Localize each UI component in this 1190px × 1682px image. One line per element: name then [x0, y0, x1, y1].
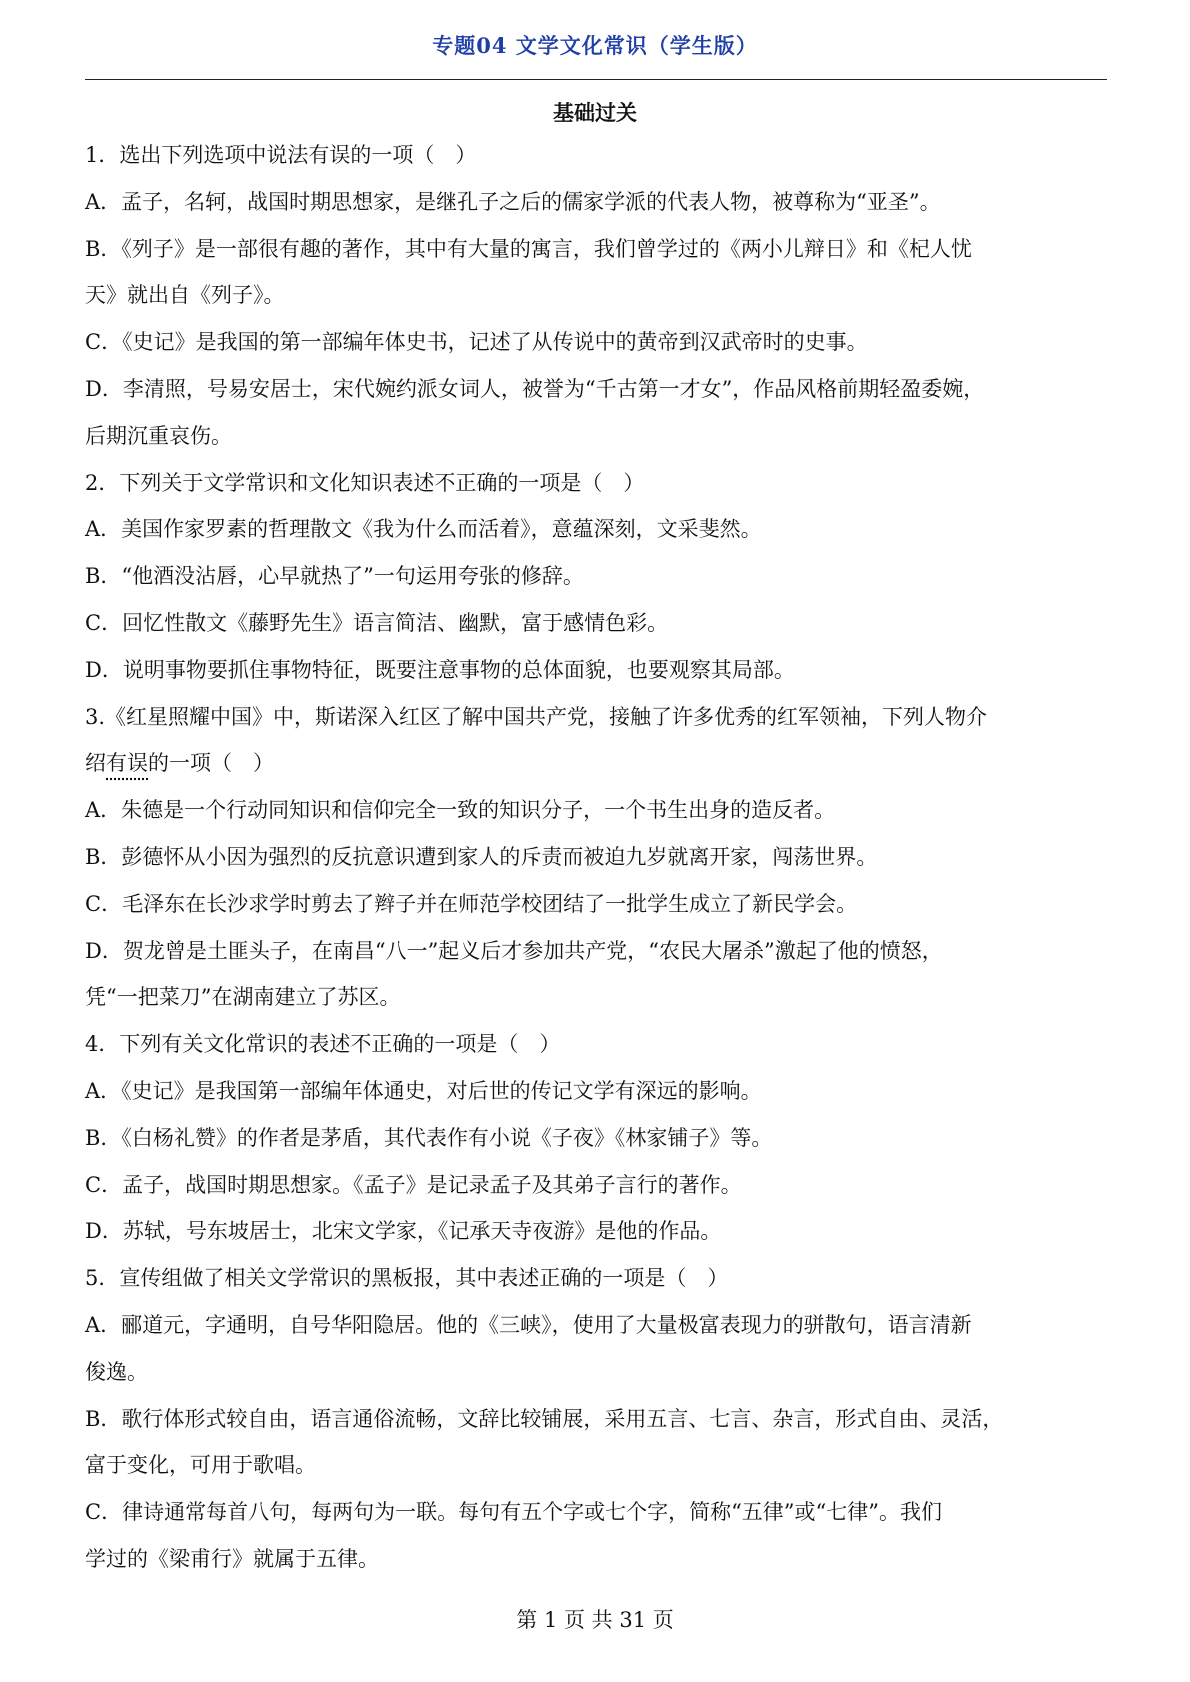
question-1-option-d: D．李清照，号易安居士，宋代婉约派女词人，被誉为“千古第一才女”，作品风格前期轻盈委婉， [85, 376, 985, 401]
question-1-option-c: C．《史记》是我国的第一部编年体史书，记述了从传说中的黄帝到汉武帝时的史事。 [85, 330, 868, 355]
emphasis-marked-text: 有误 [106, 751, 148, 776]
question-4-option-c: C．孟子，战国时期思想家。《孟子》是记录孟子及其弟子言行的著作。 [85, 1172, 742, 1197]
page-number-footer: 第 1 页 共 31 页 [516, 1608, 674, 1632]
question-3-option-a: A．朱德是一个行动同知识和信仰完全一致的知识分子，一个书生出身的造反者。 [85, 798, 836, 823]
question-4-option-d: D．苏轼，号东坡居士，北宋文学家，《记承天寺夜游》是他的作品。 [85, 1219, 722, 1244]
question-2-option-c: C．回忆性散文《藤野先生》语言简洁、幽默，富于感情色彩。 [85, 610, 669, 635]
question-2-option-d: D．说明事物要抓住事物特征，既要注意事物的总体面貌，也要观察其局部。 [85, 657, 795, 682]
question-1-option-a: A．孟子，名轲，战国时期思想家，是继孔子之后的儒家学派的代表人物，被尊称为“亚圣”。 [85, 189, 941, 214]
question-3-stem-cont-post: 的一项（ ） [148, 751, 274, 776]
question-5-option-b-cont: 富于变化，可用于歌唱。 [85, 1453, 316, 1478]
header-divider [85, 79, 1107, 80]
section-title: 基础过关 [553, 100, 637, 125]
question-3-option-d-cont: 凭“一把菜刀”在湖南建立了苏区。 [85, 985, 401, 1010]
question-1-option-b-cont: 天》就出自《列子》。 [85, 283, 285, 308]
question-1-stem: 1．选出下列选项中说法有误的一项（ ） [85, 143, 477, 167]
document-header-title: 专题04 文学文化常识（学生版） [432, 33, 758, 58]
question-5-option-b: B．歌行体形式较自由，语言通俗流畅，文辞比较铺展，采用五言、七言、杂言，形式自由、灵活， [85, 1406, 1004, 1431]
question-4-stem: 4．下列有关文化常识的表述不正确的一项是（ ） [85, 1032, 561, 1057]
question-2-option-a: A．美国作家罗素的哲理散文《我为什么而活着》，意蕴深刻，文采斐然。 [85, 517, 762, 542]
question-3-stem-cont-pre: 绍 [85, 751, 106, 776]
question-2-stem: 2．下列关于文学常识和文化知识表述不正确的一项是（ ） [85, 470, 645, 495]
question-5-stem: 5．宣传组做了相关文学常识的黑板报，其中表述正确的一项是（ ） [85, 1266, 729, 1291]
question-1-option-d-cont: 后期沉重哀伤。 [85, 423, 232, 448]
question-list [85, 132, 1107, 1583]
question-3-option-d: D．贺龙曾是土匪头子，在南昌“八一”起义后才参加共产党，“农民大屠杀”激起了他的愤怒， [85, 938, 943, 963]
question-4-option-a: A．《史记》是我国第一部编年体通史，对后世的传记文学有深远的影响。 [85, 1078, 762, 1103]
question-3-option-b: B．彭德怀从小因为强烈的反抗意识遭到家人的斥责而被迫九岁就离开家，闯荡世界。 [85, 844, 878, 869]
question-4-option-b: B．《白杨礼赞》的作者是茅盾，其代表作有小说《子夜》《林家铺子》等。 [85, 1125, 773, 1150]
question-3-stem-cont [85, 740, 1107, 787]
question-5-option-c: C．律诗通常每首八句，每两句为一联。每句有五个字或七个字，简称“五律”或“七律”。我们 [85, 1500, 943, 1525]
question-5-option-a: A．郦道元，字通明，自号华阳隐居。他的《三峡》，使用了大量极富表现力的骈散句，语言清新 [85, 1312, 972, 1337]
question-5-option-c-cont: 学过的《梁甫行》就属于五律。 [85, 1546, 379, 1571]
question-5-option-a-cont: 俊逸。 [85, 1359, 148, 1384]
question-1-option-b: B．《列子》是一部很有趣的著作，其中有大量的寓言，我们曾学过的《两小儿辩日》和《杞人忧 [85, 236, 972, 261]
question-3-option-c: C．毛泽东在长沙求学时剪去了辫子并在师范学校团结了一批学生成立了新民学会。 [85, 891, 858, 916]
question-2-option-b: B．“他酒没沾唇，心早就热了”一句运用夸张的修辞。 [85, 564, 584, 589]
question-3-stem: 3.《红星照耀中国》中，斯诺深入红区了解中国共产党，接触了许多优秀的红军领袖，下列人物介 [85, 704, 988, 729]
